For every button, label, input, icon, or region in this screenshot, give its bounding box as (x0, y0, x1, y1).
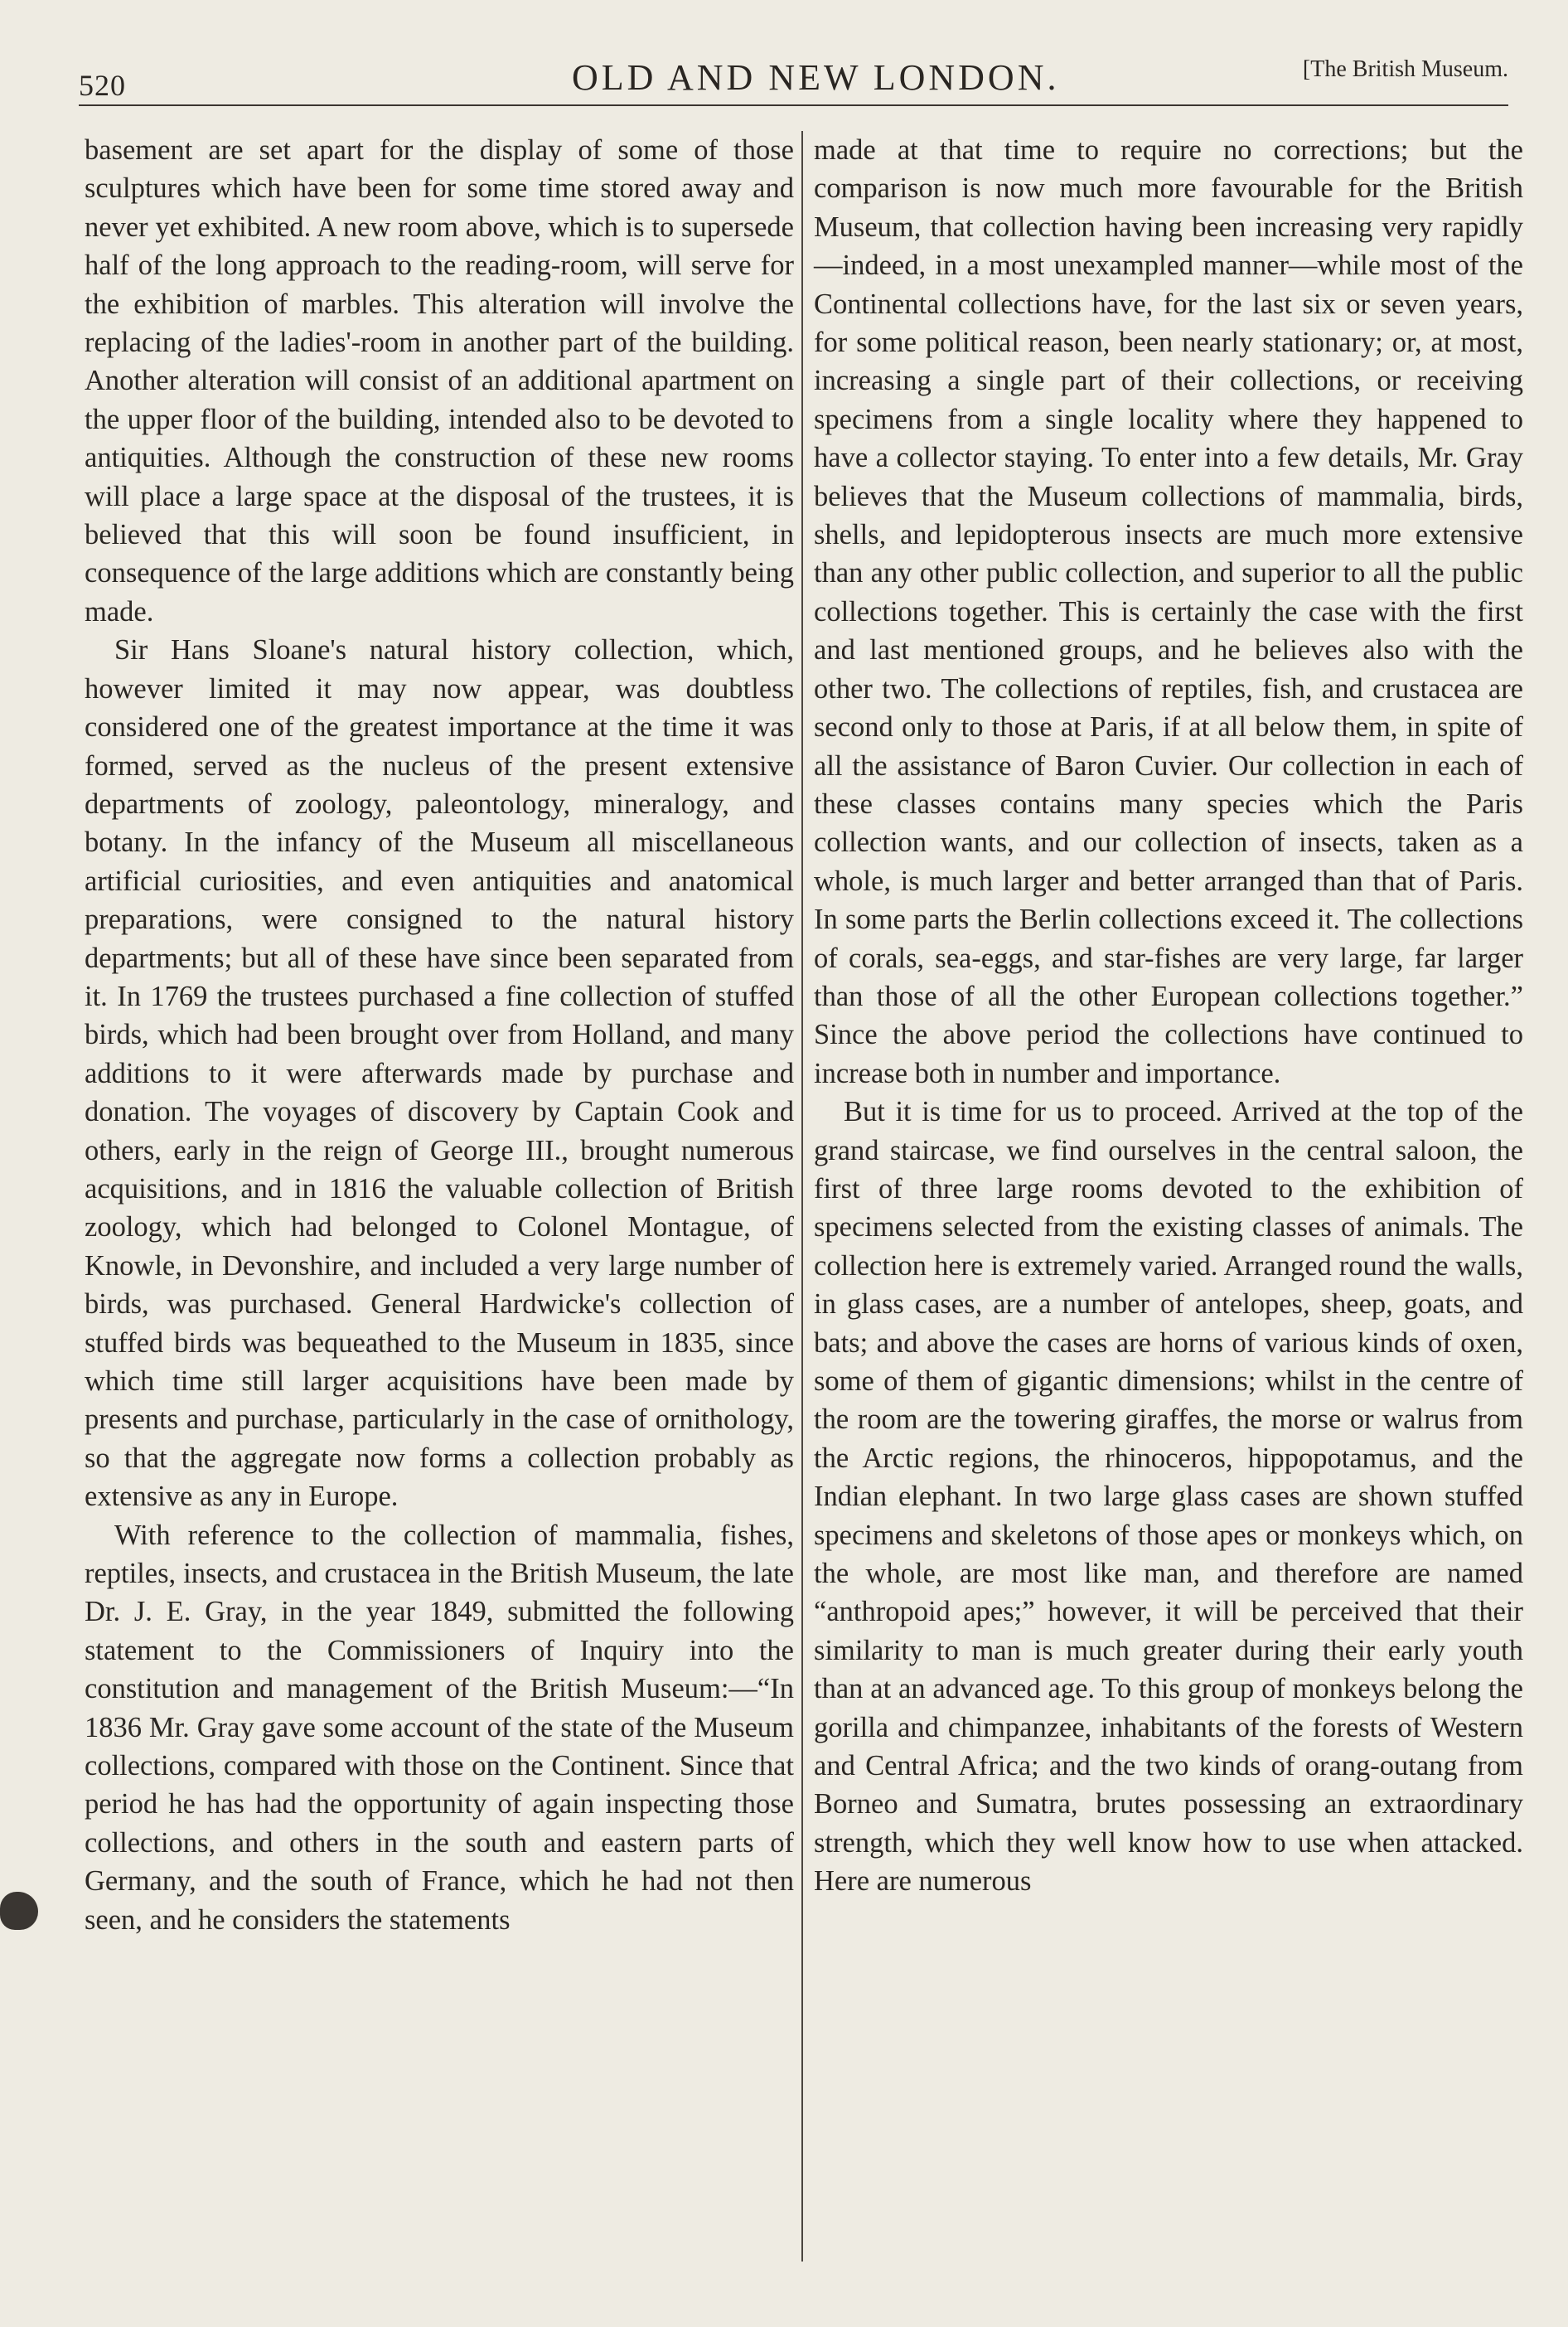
left-column (85, 131, 794, 2270)
right-paragraph-2: But it is time for us to proceed. Arrived at the top of the grand staircase, we find ourselves in the central saloon, the first of three large rooms devoted to the exhibition of specimens selected from the existing classes of animals. The collection here is extremely varied. Arranged round the walls, in glass cases, are a number of antelopes, sheep, goats, and bats; and above the cases are horns of various kinds of oxen, some of them of gigantic dimensions; whilst in the centre of the room are the towering giraffes, the morse or walrus from the Arctic regions, the rhinoceros, hippopotamus, and the Indian elephant. In two large glass cases are shown stuffed specimens and skeletons of those apes or monkeys which, on the whole, are most like man, and therefore are named “anthropoid apes;” however, it will be perceived that their similarity to man is much greater during their early youth than at an advanced age. To this group of monkeys belong the gorilla and chimpanzee, inhabitants of the forests of Western and Central Africa; and the two kinds of orang-outang from Borneo and Sumatra, brutes possessing an extraordinary strength, which they well know how to use when attacked. Here are numerous (814, 1096, 1523, 1898)
left-paragraph-3: With reference to the collection of mammalia, fishes, reptiles, insects, and crustacea in the British Museum, the late Dr. J. E. Gray, in the year 1849, submitted the following statement to the Commissioners of Inquiry into the constitution and management of the British Museum:—“In 1836 Mr. Gray gave some account of the state of the Museum collections, compared with those on the Continent. Since that period he has had the opportunity of again inspecting those collections, and others in the south and eastern parts of Germany, and the south of France, which he had not then seen, and he considers the statements (85, 1519, 794, 1936)
header-rule (79, 104, 1508, 106)
right-column (814, 131, 1523, 2270)
left-paragraph-1: basement are set apart for the display of some of those sculptures which have been for some time stored away and never yet exhibited. A new room above, which is to supersede half of the long approach to the reading-room, will serve for the exhibition of marbles. This alteration will involve the replacing of the ladies'-room in another part of the building. Another alteration will consist of an additional apartment on the upper floor of the building, intended also to be devoted to antiquities. Although the construction of these new rooms will place a large space at the disposal of the trustees, it is believed that this will soon be found insufficient, in consequence of the large additions which are constantly being made. (85, 134, 794, 628)
column-divider (801, 131, 803, 2262)
running-title: OLD AND NEW LONDON. (572, 57, 1060, 98)
page-number: 520 (79, 69, 126, 102)
left-paragraph-2: Sir Hans Sloane's natural history collection, which, however limited it may now appear, was doubtless considered one of the greatest importance at the time it was formed, served as the nucleus of the present extensive departments of zoology, paleontology, mineralogy, and botany. In the infancy of the Museum all miscellaneous artificial curiosities, and even antiquities and anatomical preparations, were consigned to the natural history departments; but all of these have since been separated from it. In 1769 the trustees purchased a fine collection of stuffed birds, which had been brought over from Holland, and many additions to it were afterwards made by purchase and donation. The voyages of discovery by Captain Cook and others, early in the reign of George III., brought numerous acquisitions, and in 1816 the valuable collection of British zoology, which had belonged to Colonel Montague, of Knowle, in Devonshire, and included a very large number of birds, was purchased. General Hardwicke's collection of stuffed birds was bequeathed to the Museum in 1835, since which time still larger acquisitions have been made by presents and purchase, particularly in the case of ornithology, so that the aggregate now forms a collection probably as extensive as any in Europe. (85, 634, 794, 1513)
ink-blot-mark (0, 1892, 38, 1930)
section-title: [The British Museum. (1302, 56, 1508, 82)
right-paragraph-1: made at that time to require no corrections; but the comparison is now much more favourable for the British Museum, that collection having been increasing very rapidly—indeed, in a most unexampled manner—while most of the Continental collections have, for the last six or seven years, for some political reason, been nearly stationary; or, at most, increasing a single part of their collections, or receiving specimens from a single locality where they happened to have a collector staying. To enter into a few details, Mr. Gray believes that the Museum collections of mammalia, birds, shells, and lepidopterous insects are much more extensive than any other public collection, and superior to all the public collections together. This is certainly the case with the first and last mentioned groups, and he believes also with the other two. The collections of reptiles, fish, and crustacea are second only to those at Paris, if at all below them, in spite of all the assistance of Baron Cuvier. Our collection in each of these classes contains many species which the Paris collection wants, and our collection of insects, taken as a whole, is much larger and better arranged than that of Paris. In some parts the Berlin collections exceed it. The collections of corals, sea-eggs, and star-fishes are very large, far larger than those of all the other European collections together.” Since the above period the collections have continued to increase both in number and importance. (814, 134, 1523, 1089)
page-header (79, 51, 1508, 109)
